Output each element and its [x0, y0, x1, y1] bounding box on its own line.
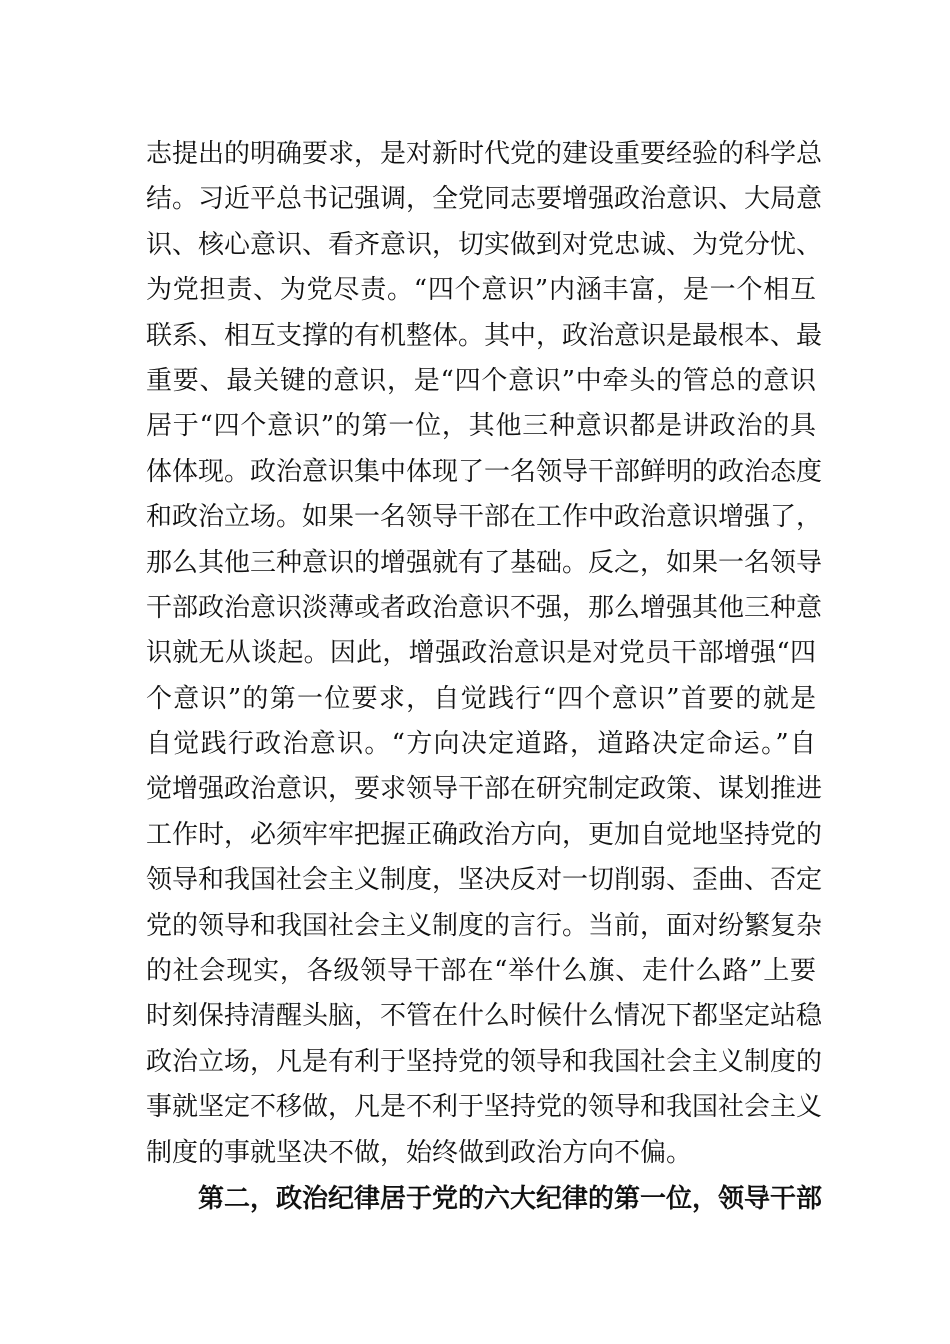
- paragraph-line: 干部政治意识淡薄或者政治意识不强，那么增强其他三种意: [146, 592, 823, 623]
- paragraph-line: 识就无从谈起。因此，增强政治意识是对党员干部增强“四: [146, 638, 816, 669]
- paragraph-line: 的社会现实，各级领导干部在“举什么旗、走什么路”上要: [146, 956, 816, 987]
- paragraph-line: 党的领导和我国社会主义制度的言行。当前，面对纷繁复杂: [146, 910, 823, 941]
- paragraph-line: 自觉践行政治意识。“方向决定道路，道路决定命运。”自: [146, 729, 816, 760]
- paragraph-line: 领导和我国社会主义制度，坚决反对一切削弱、歪曲、否定: [146, 865, 823, 896]
- paragraph-line: 志提出的明确要求，是对新时代党的建设重要经验的科学总: [146, 139, 823, 169]
- paragraph-line: 体体现。政治意识集中体现了一名领导干部鲜明的政治态度: [146, 456, 823, 487]
- paragraph-line: 为党担责、为党尽责。“四个意识”内涵丰富，是一个相互: [146, 275, 816, 306]
- paragraph-line: 那么其他三种意识的增强就有了基础。反之，如果一名领导: [146, 547, 823, 578]
- paragraph-line: 重要、最关键的意识，是“四个意识”中牵头的管总的意识: [146, 365, 816, 396]
- paragraph-line: 识、核心意识、看齐意识，切实做到对党忠诚、为党分忧、: [146, 229, 823, 260]
- paragraph-line: 事就坚定不移做，凡是不利于坚持党的领导和我国社会主义: [146, 1092, 823, 1123]
- section-heading-line: 第二，政治纪律居于党的六大纪律的第一位，领导干部: [198, 1183, 823, 1214]
- body-text: [146, 132, 823, 1222]
- paragraph-line: 联系、相互支撑的有机整体。其中，政治意识是最根本、最: [146, 320, 823, 351]
- paragraph-line: 居于“四个意识”的第一位，其他三种意识都是讲政治的具: [146, 411, 816, 442]
- paragraph-line: 时刻保持清醒头脑，不管在什么时候什么情况下都坚定站稳: [146, 1001, 823, 1032]
- paragraph-line: 觉增强政治意识，要求领导干部在研究制定政策、谋划推进: [146, 774, 823, 805]
- paragraph-line: 工作时，必须牢牢把握正确政治方向，更加自觉地坚持党的: [146, 819, 823, 850]
- paragraph-line: 个意识”的第一位要求，自觉践行“四个意识”首要的就是: [146, 683, 816, 714]
- paragraph-line: 和政治立场。如果一名领导干部在工作中政治意识增强了，: [146, 502, 823, 533]
- paragraph-line: 结。习近平总书记强调，全党同志要增强政治意识、大局意: [146, 184, 823, 215]
- paragraph-line: 制度的事就坚决不做，始终做到政治方向不偏。: [146, 1137, 693, 1168]
- paragraph-line: 政治立场，凡是有利于坚持党的领导和我国社会主义制度的: [146, 1046, 823, 1077]
